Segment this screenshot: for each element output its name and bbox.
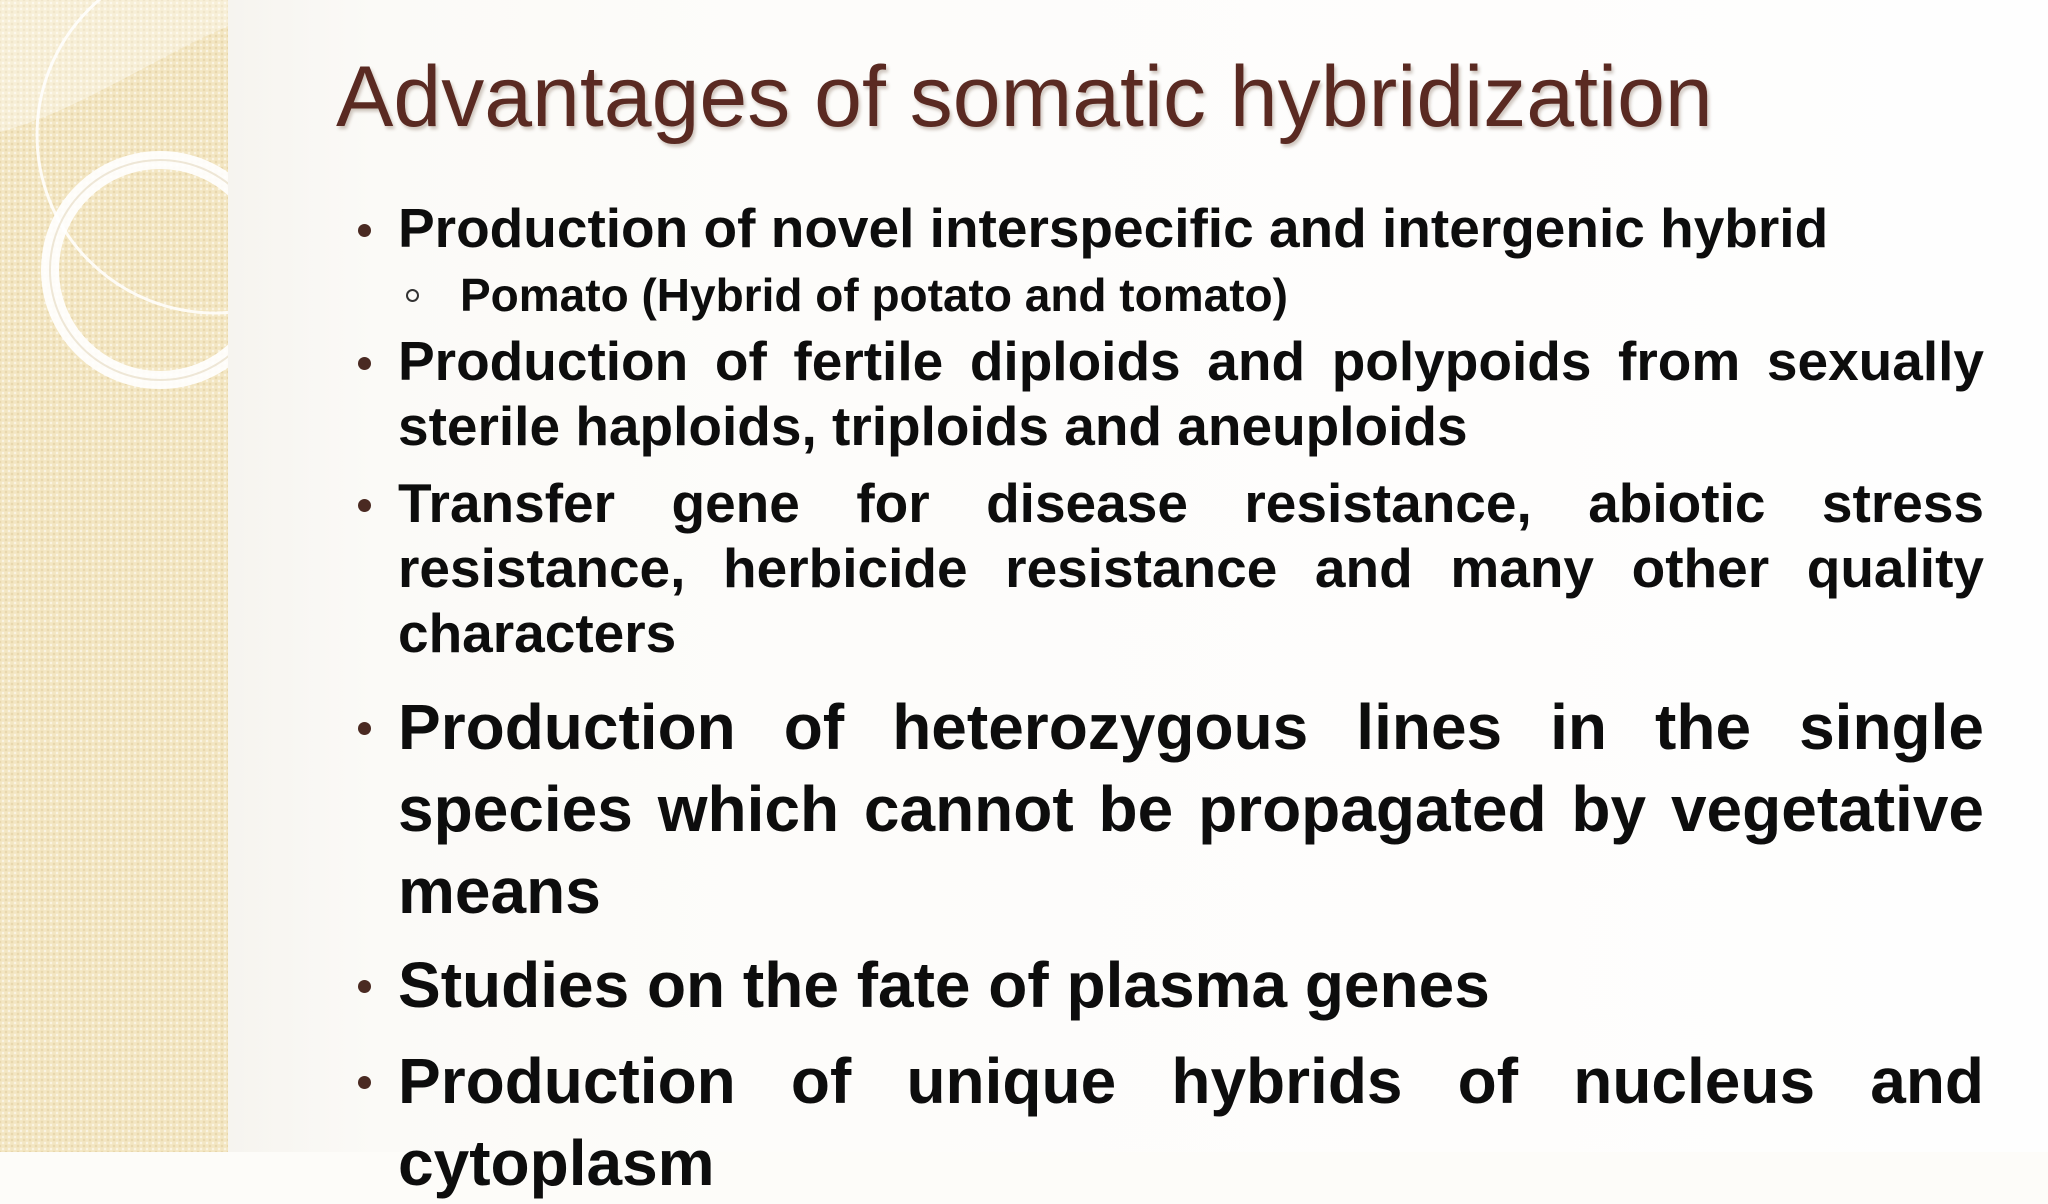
bullet-item — [398, 944, 1984, 1026]
bullet-text: Transfer gene for disease resistance, abiotic stress resistance, herbicide resistance and many other quality characters — [398, 472, 1984, 664]
decorative-circles-icon — [0, 0, 228, 420]
sub-bullet-text: Pomato (Hybrid of potato and tomato) — [460, 269, 1288, 321]
bullet-dot-icon — [358, 499, 371, 512]
bullet-item — [398, 1040, 1984, 1204]
bullet-text: Production of fertile diploids and polypoids from sexually sterile haploids, triploids and aneuploids — [398, 330, 1984, 457]
bullet-text: Production of unique hybrids of nucleus and cytoplasm — [398, 1045, 1984, 1199]
bullet-dot-icon — [358, 1076, 371, 1089]
bullet-dot-icon — [358, 224, 371, 237]
bullet-item — [398, 329, 1984, 459]
bullet-text: Studies on the fate of plasma genes — [398, 949, 1490, 1021]
bullet-dot-icon — [358, 722, 371, 735]
bullet-item — [398, 471, 1984, 666]
bullet-text: Production of heterozygous lines in the single species which cannot be propagated by vegetative means — [398, 691, 1984, 927]
sub-bullet-item — [398, 267, 1984, 323]
bullet-item — [398, 686, 1984, 932]
bullet-item — [398, 196, 1984, 261]
bullet-dot-icon — [358, 980, 371, 993]
sub-bullet-ring-icon — [406, 289, 419, 302]
bullet-dot-icon — [358, 357, 371, 370]
decorative-side-panel — [0, 0, 230, 1152]
bullet-list — [398, 196, 1984, 1204]
bullet-text: Production of novel interspecific and intergenic hybrid — [398, 197, 1829, 259]
slide-title: Advantages of somatic hybridization — [336, 49, 1713, 145]
